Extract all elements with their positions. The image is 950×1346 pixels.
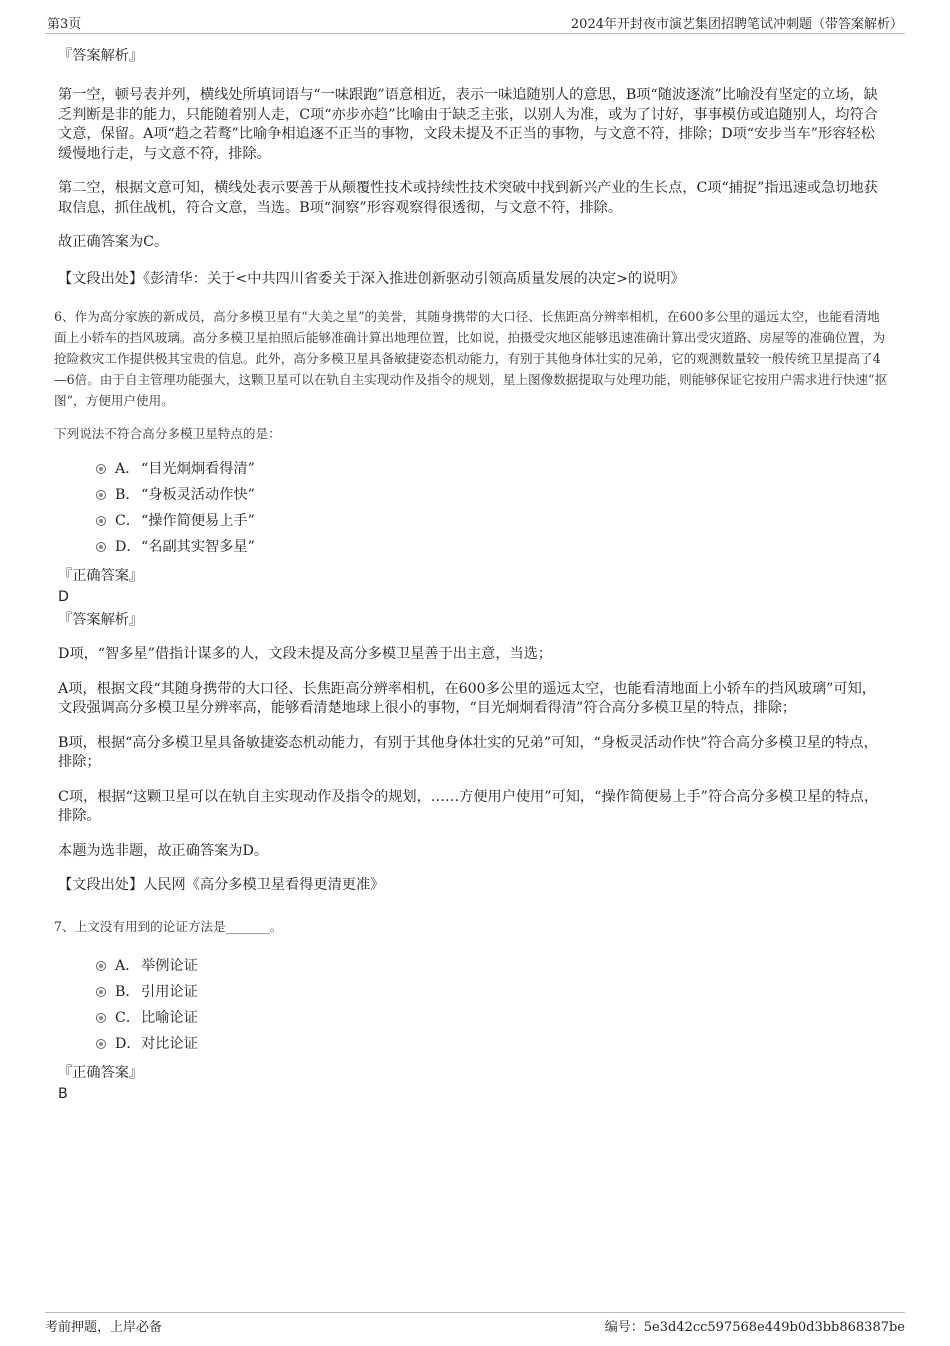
q7-options xyxy=(58,953,888,1057)
option-text: 引用论证 xyxy=(141,983,198,1000)
q6-passage: 6、作为高分家族的新成员，高分多模卫星有“大美之星”的美誉，其随身携带的大口径、长焦距高分辨率相机，在600多公里的遥远太空，也能看清地面上小轿车的挡风玻璃。高分多模卫星拍照后能够准确计算出地理位置，比如说，拍摄受灾地区能够迅速准确计算出受灾道路、房屋等的准确位置，为抢险救灾工作提供极其宝贵的信息。此外，高分多模卫星具备敏捷姿态机动能力，有别于其他身体壮实的兄弟，它的观测数量较一般传统卫星提高了4—6倍。由于自主管理功能强大，这颗卫星可以在轨自主实现动作及指令的规划，星上图像数据提取与处理功能，则能够保证它按用户需求进行快速“抠图”，方便用户使用。 xyxy=(54,309,888,408)
q7-answer: B xyxy=(58,1085,68,1102)
radio-button-icon[interactable] xyxy=(96,961,106,971)
q7-option-a[interactable]: A． 举例论证 xyxy=(58,953,888,979)
document-code: 编号：5e3d42cc597568e449b0d3bb868387be xyxy=(604,1320,905,1335)
q6-source: 【文段出处】人民网《高分多模卫星看得更清更准》 xyxy=(58,877,385,893)
page-footer xyxy=(45,1312,905,1346)
q6-analysis-c: C项，根据“这颗卫星可以在轨自主实现动作及指令的规划，……方便用户使用”可知，“操作简便易上手”符合高分多模卫星的特点，排除。 xyxy=(58,788,879,824)
option-text: 对比论证 xyxy=(141,1035,198,1052)
option-text: “目光炯炯看得清” xyxy=(141,461,255,477)
q5-conclusion: 故正确答案为C。 xyxy=(58,234,169,250)
q6-analysis-d: D项，“智多星”借指计谋多的人，文段未提及高分多模卫星善于出主意，当选； xyxy=(58,646,553,662)
q6-option-c[interactable]: C．“操作简便易上手” xyxy=(58,508,888,534)
option-text: “操作简便易上手” xyxy=(141,513,255,529)
option-text: 比喻论证 xyxy=(141,1009,198,1026)
q6-analysis-b: B项，根据“高分多模卫星具备敏捷姿态机动能力，有别于其他身体壮实的兄弟”可知，“身板灵活动作快”符合高分多模卫星的特点，排除； xyxy=(58,734,878,770)
q6-conclusion: 本题为选非题，故正确答案为D。 xyxy=(58,842,269,859)
document-content xyxy=(54,42,888,1105)
radio-button-icon[interactable] xyxy=(96,490,106,500)
q6-analysis-heading: 『答案解析』 xyxy=(58,612,144,628)
q6-analysis-a: A项，根据文段“其随身携带的大口径、长焦距高分辨率相机，在600多公里的遥远太空，也能看清地面上小轿车的挡风玻璃”可知，文段强调高分多模卫星分辨率高，能够看清楚地球上很小的事物，“目光炯炯看得清”符合高分多模卫星的特点，排除； xyxy=(58,680,876,716)
option-text: “名副其实智多星” xyxy=(141,539,255,555)
footer-slogan: 考前押题，上岸必备 xyxy=(45,1320,163,1335)
radio-button-icon[interactable] xyxy=(96,542,106,552)
q6-option-d[interactable]: D．“名副其实智多星” xyxy=(58,534,888,560)
page-header xyxy=(45,0,905,34)
q5-analysis-paragraph-2: 第二空，根据文意可知，横线处表示要善于从颠覆性技术或持续性技术突破中找到新兴产业的生长点，C项“捕捉”指迅速或急切地获取信息，抓住战机，符合文意，当选。B项“洞察”形容观察得很透彻，与文意不符，排除。 xyxy=(58,180,878,216)
radio-button-icon[interactable] xyxy=(96,516,106,526)
q6-option-a[interactable]: A． “目光炯炯看得清” xyxy=(58,456,888,482)
radio-button-icon[interactable] xyxy=(96,1039,106,1049)
q6-question: 下列说法不符合高分多模卫星特点的是： xyxy=(54,426,281,441)
q5-analysis-heading: 『答案解析』 xyxy=(58,48,144,64)
q7-option-c[interactable]: C．比喻论证 xyxy=(58,1005,888,1031)
q6-options xyxy=(58,456,888,560)
q7-option-d[interactable]: D．对比论证 xyxy=(58,1031,888,1057)
q6-answer-heading: 『正确答案』 xyxy=(58,568,144,584)
option-text: 举例论证 xyxy=(141,957,198,974)
document-title: 2024年开封夜市演艺集团招聘笔试冲刺题（带答案解析） xyxy=(570,17,903,32)
radio-button-icon[interactable] xyxy=(96,987,106,997)
radio-button-icon[interactable] xyxy=(96,464,106,474)
radio-button-icon[interactable] xyxy=(96,1013,106,1023)
q5-analysis-paragraph-1: 第一空，顿号表并列，横线处所填词语与“一味跟跑”语意相近，表示一味追随别人的意思，B项“随波逐流”比喻没有坚定的立场，缺乏判断是非的能力，只能随着别人走，C项“亦步亦趋”比喻由于缺乏主张，以别人为准，或为了讨好，事事模仿或追随别人，均符合文意，保留。A项“趋之若鹜”比喻争相追逐不正当的事物，文段未提及不正当的事物，与文意不符，排除；D项“安步当车”形容轻松缓慢地行走，与文意不符，排除。 xyxy=(58,87,878,162)
q7-answer-heading: 『正确答案』 xyxy=(58,1064,144,1081)
q7-question: 7、上文没有用到的论证方法是_______。 xyxy=(54,918,283,934)
q7-option-b[interactable]: B．引用论证 xyxy=(58,979,888,1005)
q5-source: 【文段出处】《彭清华：关于<中共四川省委关于深入推进创新驱动引领高质量发展的决定>的说明》 xyxy=(58,270,685,287)
page-number: 第3页 xyxy=(47,17,82,32)
option-text: “身板灵活动作快” xyxy=(141,487,255,503)
q6-answer: D xyxy=(58,589,69,605)
q6-option-b[interactable]: B．“身板灵活动作快” xyxy=(58,482,888,508)
